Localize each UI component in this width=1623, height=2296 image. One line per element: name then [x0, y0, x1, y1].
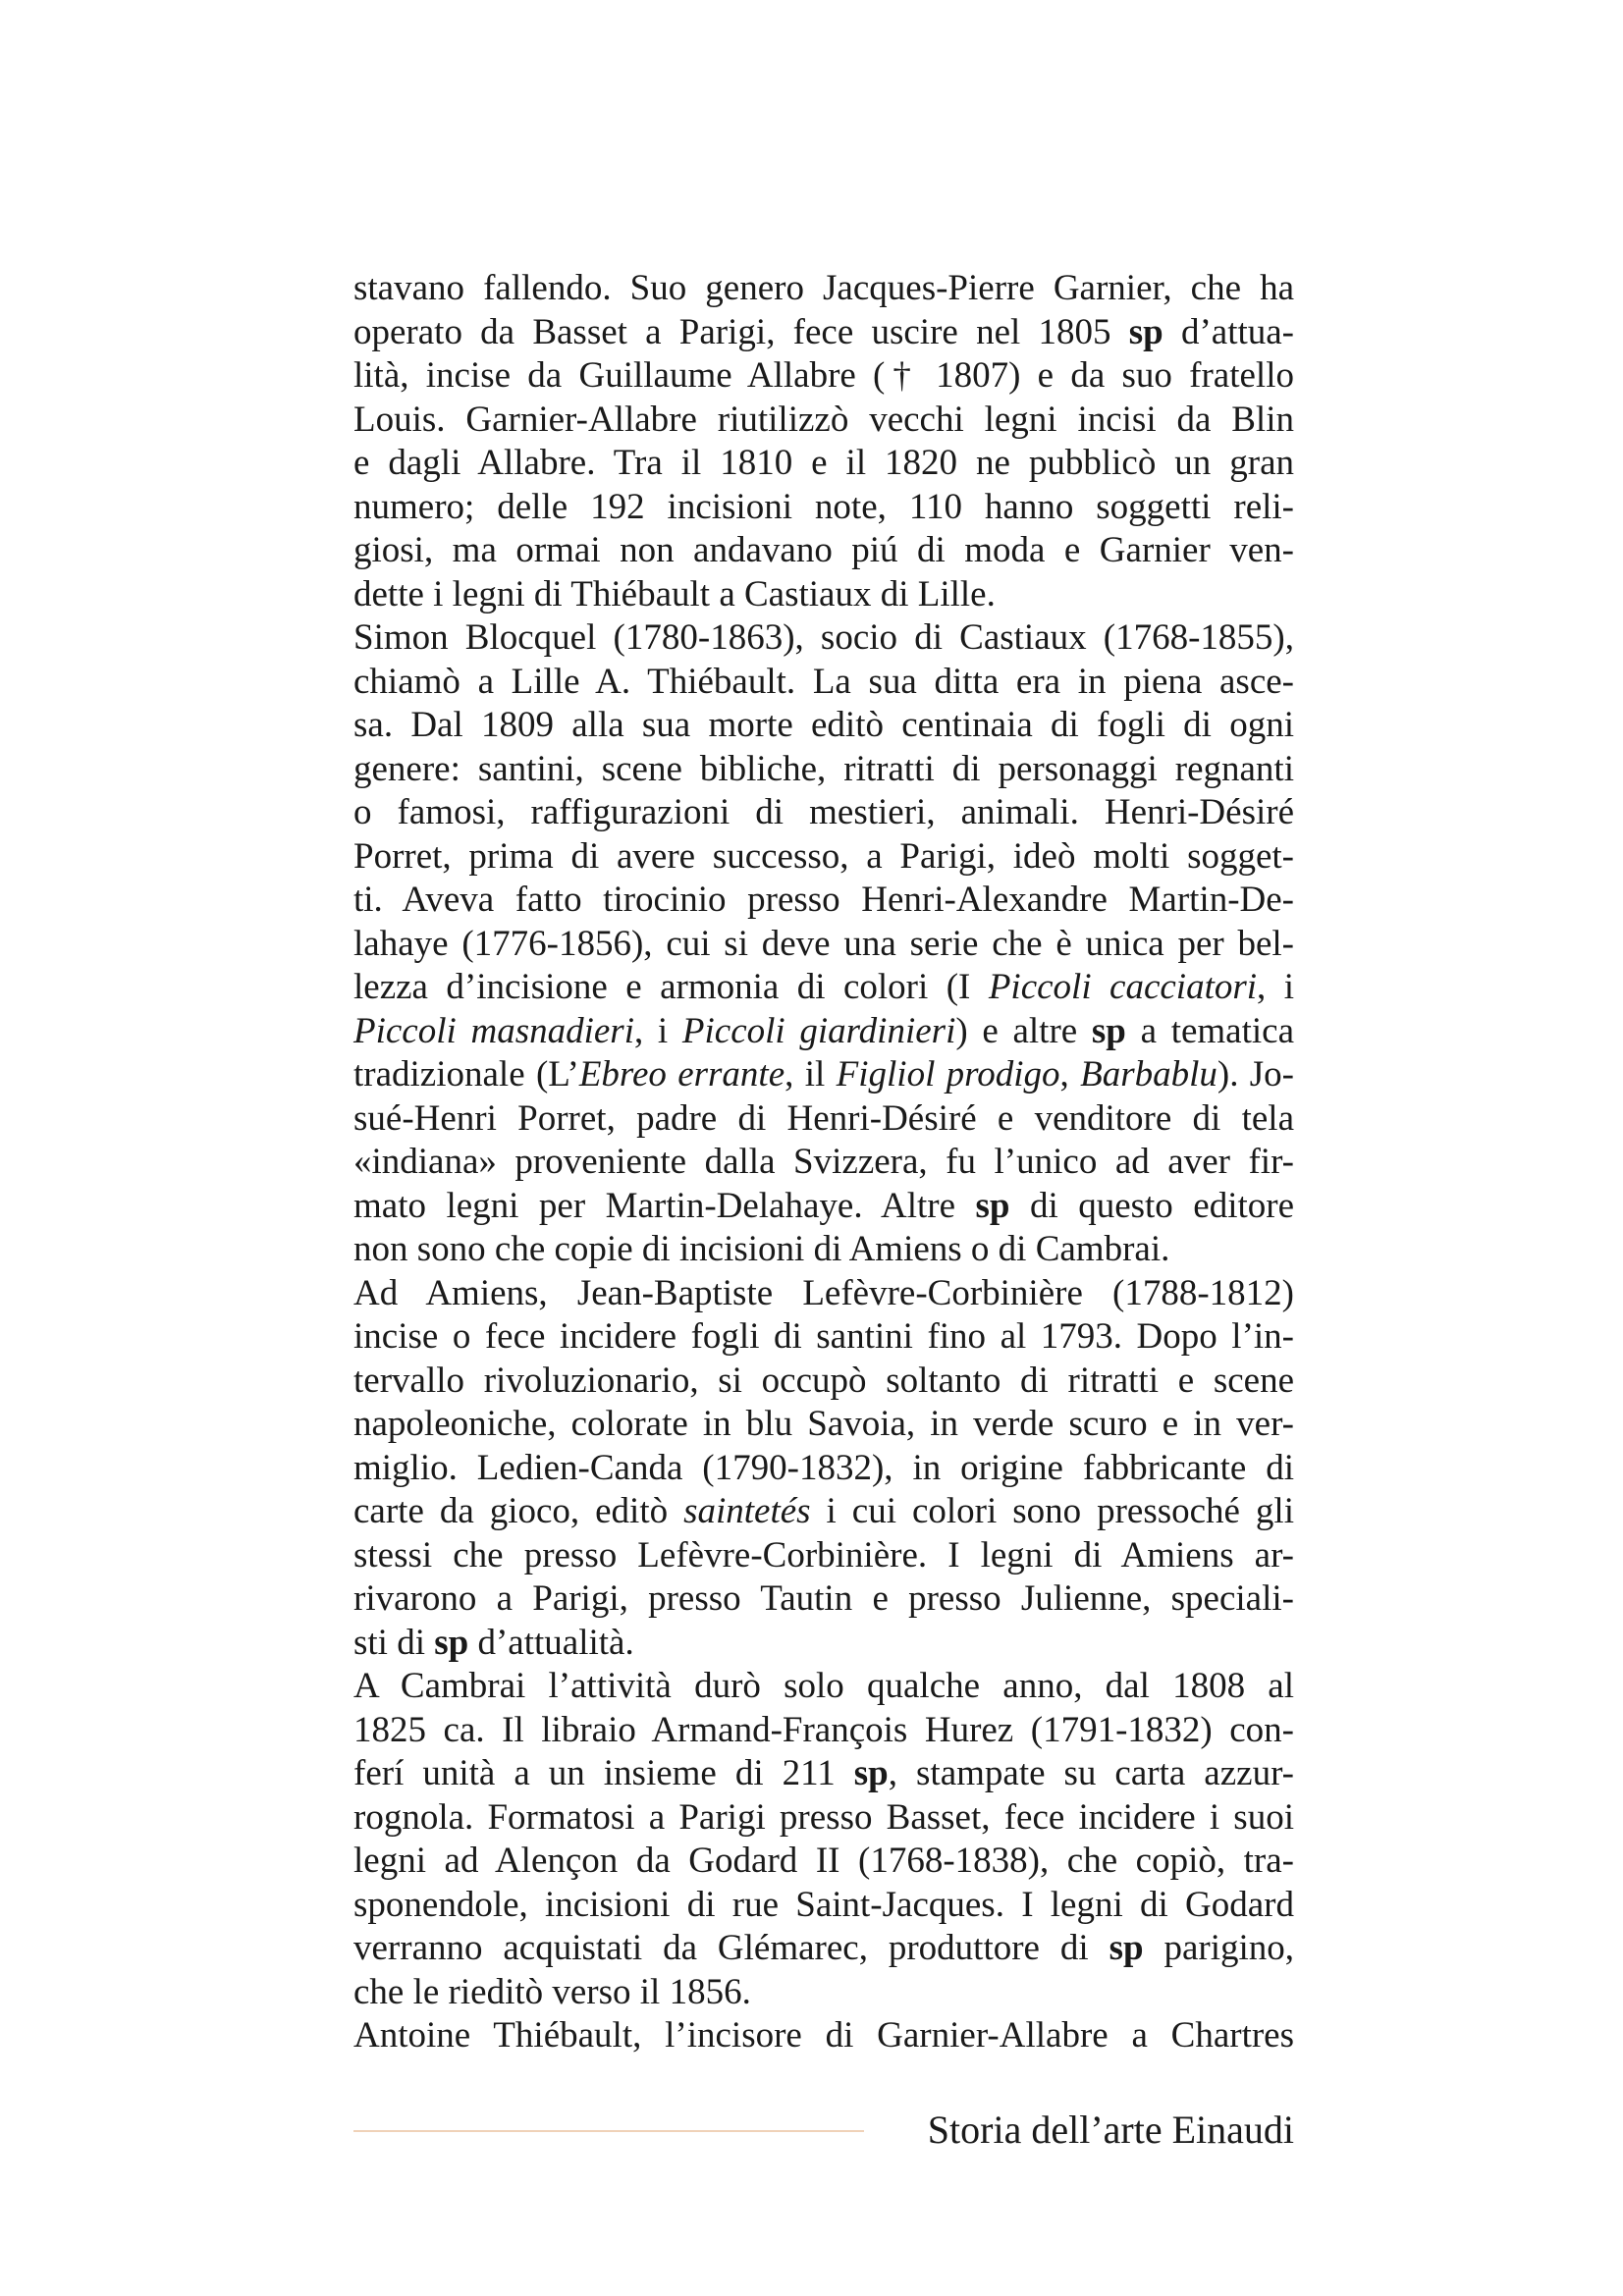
text-line: [353, 966, 1294, 1010]
italic-title: saintetés: [683, 1491, 811, 1531]
text-segment: ferí unità a un insieme di 211: [353, 1753, 854, 1793]
text-line: [353, 879, 1294, 923]
text-line: [353, 1622, 1294, 1666]
text-line: [353, 442, 1294, 486]
text-segment: legni ad Alençon da Godard II (1768-1838), che copiò, tra-: [353, 1841, 1294, 1881]
italic-title: Piccoli giardinieri: [681, 1010, 956, 1051]
body-text: [353, 267, 1294, 2058]
text-line: [353, 1577, 1294, 1622]
text-segment: incise o fece incidere fogli di santini fino al 1793. Dopo l’in-: [353, 1316, 1294, 1357]
text-segment: d’attualità.: [468, 1622, 634, 1663]
text-segment: sué-Henri Porret, padre di Henri-Désiré e venditore di tela: [353, 1097, 1294, 1139]
text-segment: verranno acquistati da Glémarec, produttore di: [353, 1928, 1109, 1968]
text-line: [353, 1884, 1294, 1928]
text-segment: , il: [784, 1054, 837, 1095]
text-line: [353, 748, 1294, 792]
text-line: [353, 311, 1294, 355]
italic-title: Piccoli cacciatori: [988, 967, 1258, 1007]
text-segment: carte da gioco, editò: [353, 1491, 684, 1531]
text-segment: sti di: [353, 1622, 435, 1663]
text-segment: tervallo rivoluzionario, si occupò soltanto di ritratti e scene: [353, 1360, 1294, 1401]
text-segment: sa. Dal 1809 alla sua morte editò centinaia di fogli di ogni: [353, 705, 1294, 745]
text-segment: tradizionale (L’: [353, 1054, 579, 1095]
text-segment: ,: [1059, 1054, 1081, 1095]
footer-title: Storia dell’arte Einaudi: [927, 2108, 1294, 2152]
text-segment: rivarono a Parigi, presso Tautin e presso Julienne, speciali-: [353, 1578, 1294, 1619]
text-line: [353, 2014, 1294, 2058]
text-line: [353, 1840, 1294, 1884]
text-line: [353, 1185, 1294, 1229]
text-segment: napoleoniche, colorate in blu Savoia, in verde scuro e in ver-: [353, 1404, 1294, 1444]
text-line: [353, 1971, 1294, 2015]
text-line: [353, 1097, 1294, 1142]
text-segment: a tematica: [1125, 1010, 1295, 1051]
italic-title: Figliol prodigo: [836, 1054, 1060, 1095]
text-segment: lità, incise da Guillaume Allabre († 1807) e da suo fratello: [353, 355, 1294, 396]
text-segment: Simon Blocquel (1780-1863), socio di Castiaux (1768-1855),: [353, 617, 1294, 658]
italic-title: Piccoli masnadieri: [353, 1010, 634, 1051]
text-line: [353, 1447, 1294, 1491]
text-line: [353, 1709, 1294, 1753]
text-segment: ) e altre: [955, 1010, 1092, 1051]
text-segment: ti. Aveva fatto tirocinio presso Henri-Alexandre Martin-De-: [353, 880, 1294, 920]
text-line: [353, 529, 1294, 573]
text-line: [353, 1315, 1294, 1360]
text-line: [353, 1228, 1294, 1272]
text-line: [353, 486, 1294, 530]
text-line: [353, 1752, 1294, 1796]
abbrev-sp: sp: [853, 1753, 889, 1793]
text-segment: dette i legni di Thiébault a Castiaux di Lille.: [353, 573, 996, 614]
text-segment: lezza d’incisione e armonia di colori (I: [353, 967, 989, 1007]
text-segment: Ad Amiens, Jean-Baptiste Lefèvre-Corbinière (1788-1812): [353, 1272, 1294, 1313]
text-segment: operato da Basset a Parigi, fece uscire nel 1805: [353, 311, 1129, 352]
text-segment: i cui colori sono pressoché gli: [810, 1491, 1294, 1531]
text-segment: o famosi, raffigurazioni di mestieri, animali. Henri-Désiré: [353, 792, 1294, 832]
abbrev-sp: sp: [1091, 1010, 1126, 1051]
text-line: [353, 354, 1294, 399]
text-segment: rognola. Formatosi a Parigi presso Basset, fece incidere i suoi: [353, 1796, 1294, 1838]
text-segment: numero; delle 192 incisioni note, 110 hanno soggetti reli-: [353, 486, 1294, 527]
text-segment: A Cambrai l’attività durò solo qualche anno, dal 1808 al: [353, 1666, 1294, 1706]
text-segment: non sono che copie di incisioni di Amiens o di Cambrai.: [353, 1229, 1170, 1269]
text-segment: chiamò a Lille A. Thiébault. La sua ditta era in piena asce-: [353, 661, 1294, 702]
text-segment: «indiana» proveniente dalla Svizzera, fu l’unico ad aver fir-: [353, 1142, 1294, 1182]
text-segment: giosi, ma ormai non andavano piú di moda e Garnier ven-: [353, 530, 1294, 570]
text-line: [353, 661, 1294, 705]
text-segment: mato legni per Martin-Delahaye. Altre: [353, 1185, 976, 1226]
text-line: [353, 1796, 1294, 1841]
abbrev-sp: sp: [1109, 1928, 1144, 1968]
text-segment: sponendole, incisioni di rue Saint-Jacques. I legni di Godard: [353, 1884, 1294, 1925]
text-segment: lahaye (1776-1856), cui si deve una serie che è unica per bel-: [353, 923, 1294, 964]
abbrev-sp: sp: [1128, 311, 1163, 352]
text-segment: Antoine Thiébault, l’incisore di Garnier-Allabre a Chartres: [353, 2015, 1294, 2056]
text-segment: miglio. Ledien-Canda (1790-1832), in origine fabbricante di: [353, 1447, 1294, 1488]
text-line: [353, 791, 1294, 835]
text-segment: genere: santini, scene bibliche, ritratti di personaggi regnanti: [353, 748, 1294, 789]
text-line: [353, 1053, 1294, 1097]
text-segment: stavano fallendo. Suo genero Jacques-Pierre Garnier, che ha: [353, 268, 1294, 308]
text-segment: di questo editore: [1009, 1185, 1294, 1226]
text-line: [353, 1403, 1294, 1447]
text-segment: che le rieditò verso il 1856.: [353, 1971, 751, 2012]
italic-title: Barbablu: [1080, 1054, 1217, 1095]
text-line: [353, 1010, 1294, 1054]
text-line: [353, 1272, 1294, 1316]
text-line: [353, 1360, 1294, 1404]
text-line: [353, 1534, 1294, 1578]
text-line: [353, 1490, 1294, 1534]
text-segment: e dagli Allabre. Tra il 1810 e il 1820 ne pubblicò un gran: [353, 443, 1294, 483]
footer-rule: [353, 2130, 864, 2132]
text-segment: stessi che presso Lefèvre-Corbinière. I legni di Amiens ar-: [353, 1534, 1294, 1575]
text-line: [353, 704, 1294, 748]
text-segment: ). Jo-: [1217, 1054, 1295, 1095]
text-segment: 1825 ca. Il libraio Armand-François Hurez (1791-1832) con-: [353, 1709, 1294, 1750]
text-line: [353, 1141, 1294, 1185]
text-line: [353, 923, 1294, 967]
abbrev-sp: sp: [975, 1185, 1010, 1226]
text-segment: Louis. Garnier-Allabre riutilizzò vecchi legni incisi da Blin: [353, 399, 1294, 440]
text-line: [353, 399, 1294, 443]
page-footer: [353, 2101, 1294, 2160]
text-segment: Porret, prima di avere successo, a Parigi, ideò molti sogget-: [353, 835, 1294, 877]
text-segment: , i: [633, 1010, 682, 1051]
abbrev-sp: sp: [434, 1622, 469, 1663]
text-segment: parigino,: [1143, 1928, 1295, 1968]
text-segment: d’attua-: [1163, 311, 1294, 352]
text-line: [353, 1665, 1294, 1709]
text-segment: , i: [1257, 967, 1295, 1007]
italic-title: Ebreo errante: [578, 1054, 785, 1095]
text-line: [353, 616, 1294, 661]
text-line: [353, 835, 1294, 880]
text-segment: , stampate su carta azzur-: [888, 1753, 1294, 1793]
text-line: [353, 1927, 1294, 1971]
text-line: [353, 267, 1294, 311]
text-line: [353, 573, 1294, 617]
